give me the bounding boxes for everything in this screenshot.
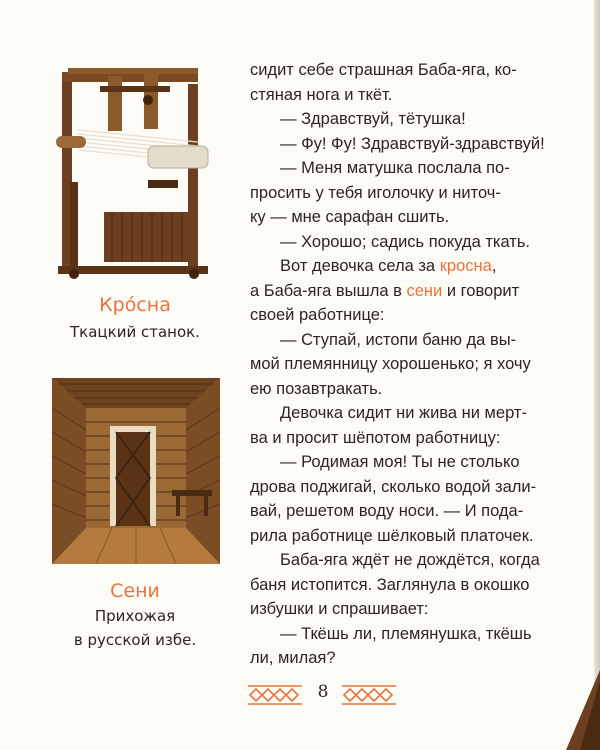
text-line: сидит себе страшная Баба-яга, ко- <box>250 61 517 79</box>
text-line: мой племянницу хорошенько; я хочу <box>250 355 531 373</box>
text-line: стяная нога и ткёт. <box>250 85 393 104</box>
text-line: ли, милая? <box>250 649 336 667</box>
paragraph <box>250 156 562 230</box>
paragraph <box>250 328 562 402</box>
text-line: — Ткёшь ли, племянушка, ткёшь <box>280 624 532 643</box>
text-line: дрова поджигай, сколько водой зали- <box>250 477 537 496</box>
text-line: Баба-яга ждёт не дождётся, когда <box>280 551 540 569</box>
paragraph <box>250 450 562 548</box>
text-run: а Баба-яга вышла в <box>250 281 407 300</box>
term-seni: Сени <box>110 580 160 602</box>
text-line: ку — мне сарафан сшить. <box>250 208 450 226</box>
loom-illustration <box>48 62 218 282</box>
paragraph: — Хорошо; садись покуда ткать. <box>280 232 531 251</box>
text-run: своей работнице: <box>250 306 385 324</box>
text-line: избушки и спрашивает: <box>250 600 429 618</box>
term-krosna-description: Ткацкий станок. <box>70 323 200 341</box>
highlight-krosna: кросна <box>439 257 492 275</box>
text-line: ею позавтракать. <box>250 379 383 398</box>
text-line: вай, решетом воду носи. — И пода- <box>250 502 524 520</box>
text-line: рила работнице шёлковый платочек. <box>250 526 534 545</box>
term-seni-description-line2: в русской избе. <box>73 631 197 649</box>
text-line: — Меня матушка послала по- <box>280 159 510 177</box>
ornament-left-icon <box>248 684 304 706</box>
term-seni-description-line1: Прихожая <box>94 607 176 625</box>
text-line: просить у тебя иголочку и ниточ- <box>250 183 501 202</box>
paragraph <box>250 254 562 328</box>
text-run: Вот девочка села за <box>280 257 440 275</box>
story-text <box>250 58 562 671</box>
paragraph: — Фу! Фу! Здравствуй-здравствуй! <box>280 134 545 153</box>
paragraph: — Здравствуй, тётушка! <box>280 110 466 128</box>
text-line: ва и просит шёпотом работницу: <box>250 428 501 447</box>
term-krosna: Кро́сна <box>99 294 171 316</box>
text-line: — Ступай, истопи баню да вы- <box>280 330 517 349</box>
highlight-seni: сени <box>406 281 443 300</box>
page-footer <box>248 680 398 710</box>
paragraph <box>250 622 562 671</box>
paragraph <box>250 401 562 450</box>
page-number: 8 <box>317 682 329 702</box>
ornament-right-icon <box>340 684 396 706</box>
paragraph <box>250 548 562 622</box>
text-line: баня истопится. Заглянула в окошко <box>250 575 530 594</box>
text-run: и говорит <box>442 281 520 300</box>
paragraph <box>250 58 562 107</box>
wood-corner-decoration <box>560 670 600 750</box>
seni-illustration <box>52 378 220 564</box>
page-edge <box>594 0 600 750</box>
text-line: — Родимая моя! Ты не столько <box>280 453 520 471</box>
text-line: Девочка сидит ни жива ни мерт- <box>280 404 527 422</box>
text-run: , <box>491 257 497 275</box>
